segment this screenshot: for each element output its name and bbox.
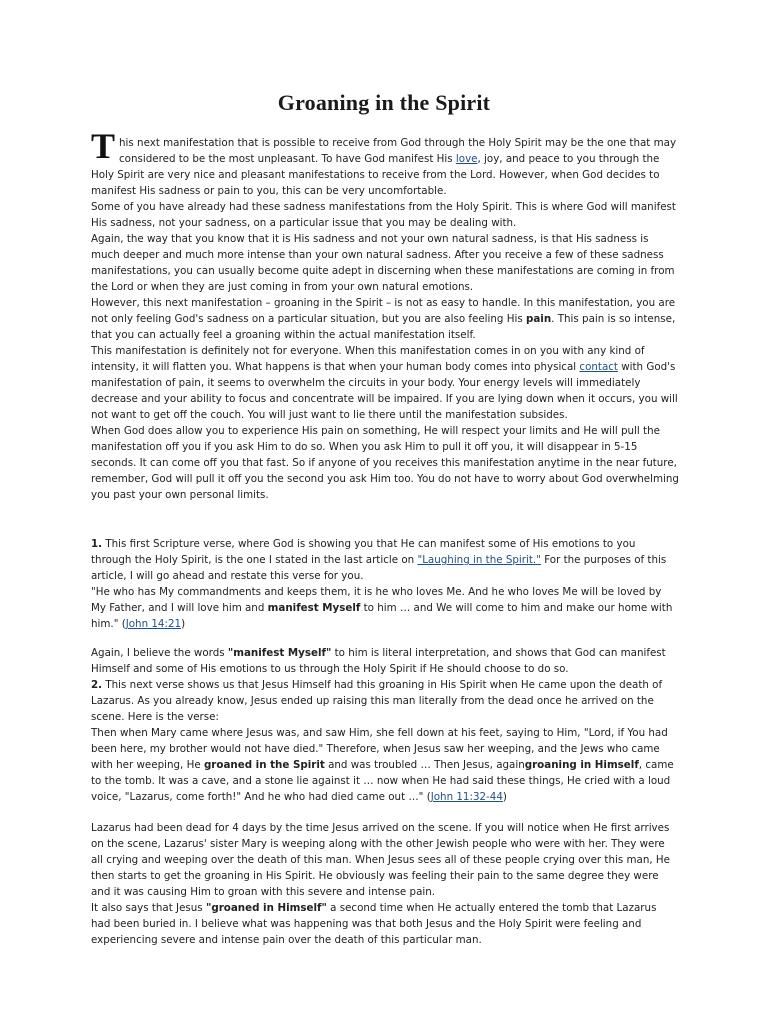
intro-paragraph-6: When God does allow you to experience His pain on something, He will respect your limits and He will pull the manifestation off you if you ask Him to do so. When you ask Him to pull it off you, it will disappear in 5-15 seconds. It can come off you that fast. So if anyone of you receives this manifestation anytime in the near future, remember, God will pull it off you the second you ask Him too. You do not have to worry about God overwhelming you past your own personal limits.	[91, 425, 679, 501]
text-run: This next verse shows us that Jesus Himself had this groaning in His Spirit when He came upon the death of Lazarus. As you already know, Jesus ended up raising this man literally from the dead once he arrived on the scene. Here is the verse:	[91, 679, 663, 723]
text-run: and was troubled … Then Jesus, again	[324, 759, 525, 771]
drop-cap: T	[91, 126, 116, 166]
text-run: . This pain is so intense, that you can actually feel a groaning within the actual manifestation itself.	[91, 313, 676, 341]
spacer	[91, 805, 679, 820]
text-run: , joy, and peace to you through the Holy Spirit are very nice and pleasant manifestations to receive from the Lord. However, when God decides to manifest His sadness or pain to you, this can be very uncomfortable.	[91, 153, 660, 197]
laughing-in-the-spirit-link[interactable]: "Laughing in the Spirit."	[417, 554, 541, 566]
section-2-paragraph	[91, 677, 679, 725]
intro-paragraph-2: Some of you have already had these sadness manifestations from the Holy Spirit. This is where God will manifest His sadness, not your sadness, on a particular issue that you may be dealing with.	[91, 201, 676, 229]
bold-text: pain	[525, 313, 552, 325]
section-1-paragraph-2	[91, 645, 679, 677]
text-run: )	[502, 791, 507, 803]
section-2-number: 2.	[91, 679, 103, 691]
text-run: This first Scripture verse, where God is showing you that He can manifest some of His emotions to you through the Holy Spirit, is the one I stated in the last article on	[91, 538, 636, 566]
john-11-32-44-link[interactable]: John 11:32-44	[430, 791, 503, 803]
section-2-paragraph-3	[91, 900, 679, 948]
text-run: a second time when He actually entered the tomb that Lazarus had been buried in. I believe what was happening was that both Jesus and the Holy Spirit were feeling and experiencing severe and intense pain over the death of this particular man.	[91, 902, 657, 946]
text-run: This manifestation is definitely not for everyone. When this manifestation comes in on you with any kind of intensity, it will flatten you. What happens is that when your human body comes into physical	[91, 345, 645, 373]
section-2-verse	[91, 725, 679, 805]
section-2-paragraph-2: Lazarus had been dead for 4 days by the time Jesus arrived on the scene. If you will notice when He first arrives on the scene, Lazarus' sister Mary is weeping along with the other Jewish people who were with her. They were all crying and weeping over the death of this man. When Jesus sees all of these people crying over this man, He then starts to get the groaning in His Spirit. He obviously was feeling their pain to the same degree they were and it was causing Him to groan with this severe and intense pain.	[91, 822, 670, 898]
bold-text: "manifest Myself"	[227, 647, 332, 659]
text-run: )	[181, 618, 186, 630]
text-run: "He who has My commandments and keeps them, it is he who loves Me. And he who loves Me will be loved by My Father, and I will love him and	[91, 586, 662, 614]
spacer	[91, 632, 679, 645]
intro-paragraph-4	[91, 295, 679, 343]
intro-paragraph-1	[91, 126, 679, 199]
article-body	[91, 126, 679, 948]
text-run: Then when Mary came where Jesus was, and saw Him, she fell down at his feet, saying to Him, "Lord, if You had been here, my brother would not have died." Therefore, when Jesus saw her weeping, and the Jews who came with her weeping, He	[91, 727, 668, 771]
bold-text: groaned in the Spirit	[203, 759, 325, 771]
bold-text: "groaned in Himself"	[205, 902, 327, 914]
section-1-paragraph	[91, 536, 679, 584]
section-1-verse	[91, 584, 679, 632]
bold-text: manifest Myself	[267, 602, 361, 614]
text-run: Again, I believe the words	[91, 647, 228, 659]
text-run: For the purposes of this article, I will go ahead and restate this verse for you.	[91, 554, 667, 582]
contact-link[interactable]: contact	[579, 361, 618, 373]
text-run: to him … and We will come to him and make our home with him." (	[91, 602, 673, 630]
section-1-number: 1.	[91, 538, 103, 550]
page-title: Groaning in the Spirit	[277, 90, 491, 115]
text-run: to him is literal interpretation, and shows that God can manifest Himself and some of His emotions to us through the Holy Spirit if He should choose to do so.	[91, 647, 666, 675]
love-link[interactable]: love	[455, 153, 478, 165]
text-run: It also says that Jesus	[91, 902, 206, 914]
text-run: with God's manifestation of pain, it seems to overwhelm the circuits in your body. Your energy levels will immediately decrease and your ability to focus and concentrate will be impaired. If you are lying down when it occurs, you will not want to get off the couch. You will just want to lie there until the manifestation subsides.	[91, 361, 678, 421]
spacer	[91, 503, 679, 536]
intro-paragraph-5	[91, 343, 679, 423]
text-run: , came to the tomb. It was a cave, and a stone lie against it … now when He had said these things, He cried with a loud voice, "Lazarus, come forth!" And he who had died came out …" (	[91, 759, 674, 803]
text-run: However, this next manifestation – groaning in the Spirit – is not as easy to handle. In this manifestation, you are not only feeling God's sadness on a particular situation, but you are also feeling His	[91, 297, 676, 325]
bold-text: groaning in Himself	[524, 759, 639, 771]
john-14-21-link[interactable]: John 14:21	[125, 618, 182, 630]
intro-paragraph-3: Again, the way that you know that it is His sadness and not your own natural sadness, is that His sadness is much deeper and much more intense than your own natural sadness. After you receive a few of these sadness manifestations, you can usually become quite adept in discerning when these manifestations are coming in from the Lord or when they are just coming in from your own natural emotions.	[91, 233, 675, 293]
text-run: his next manifestation that is possible to receive from God through the Holy Spirit may be the one that may considered to be the most unpleasant. To have God manifest His	[119, 137, 677, 165]
